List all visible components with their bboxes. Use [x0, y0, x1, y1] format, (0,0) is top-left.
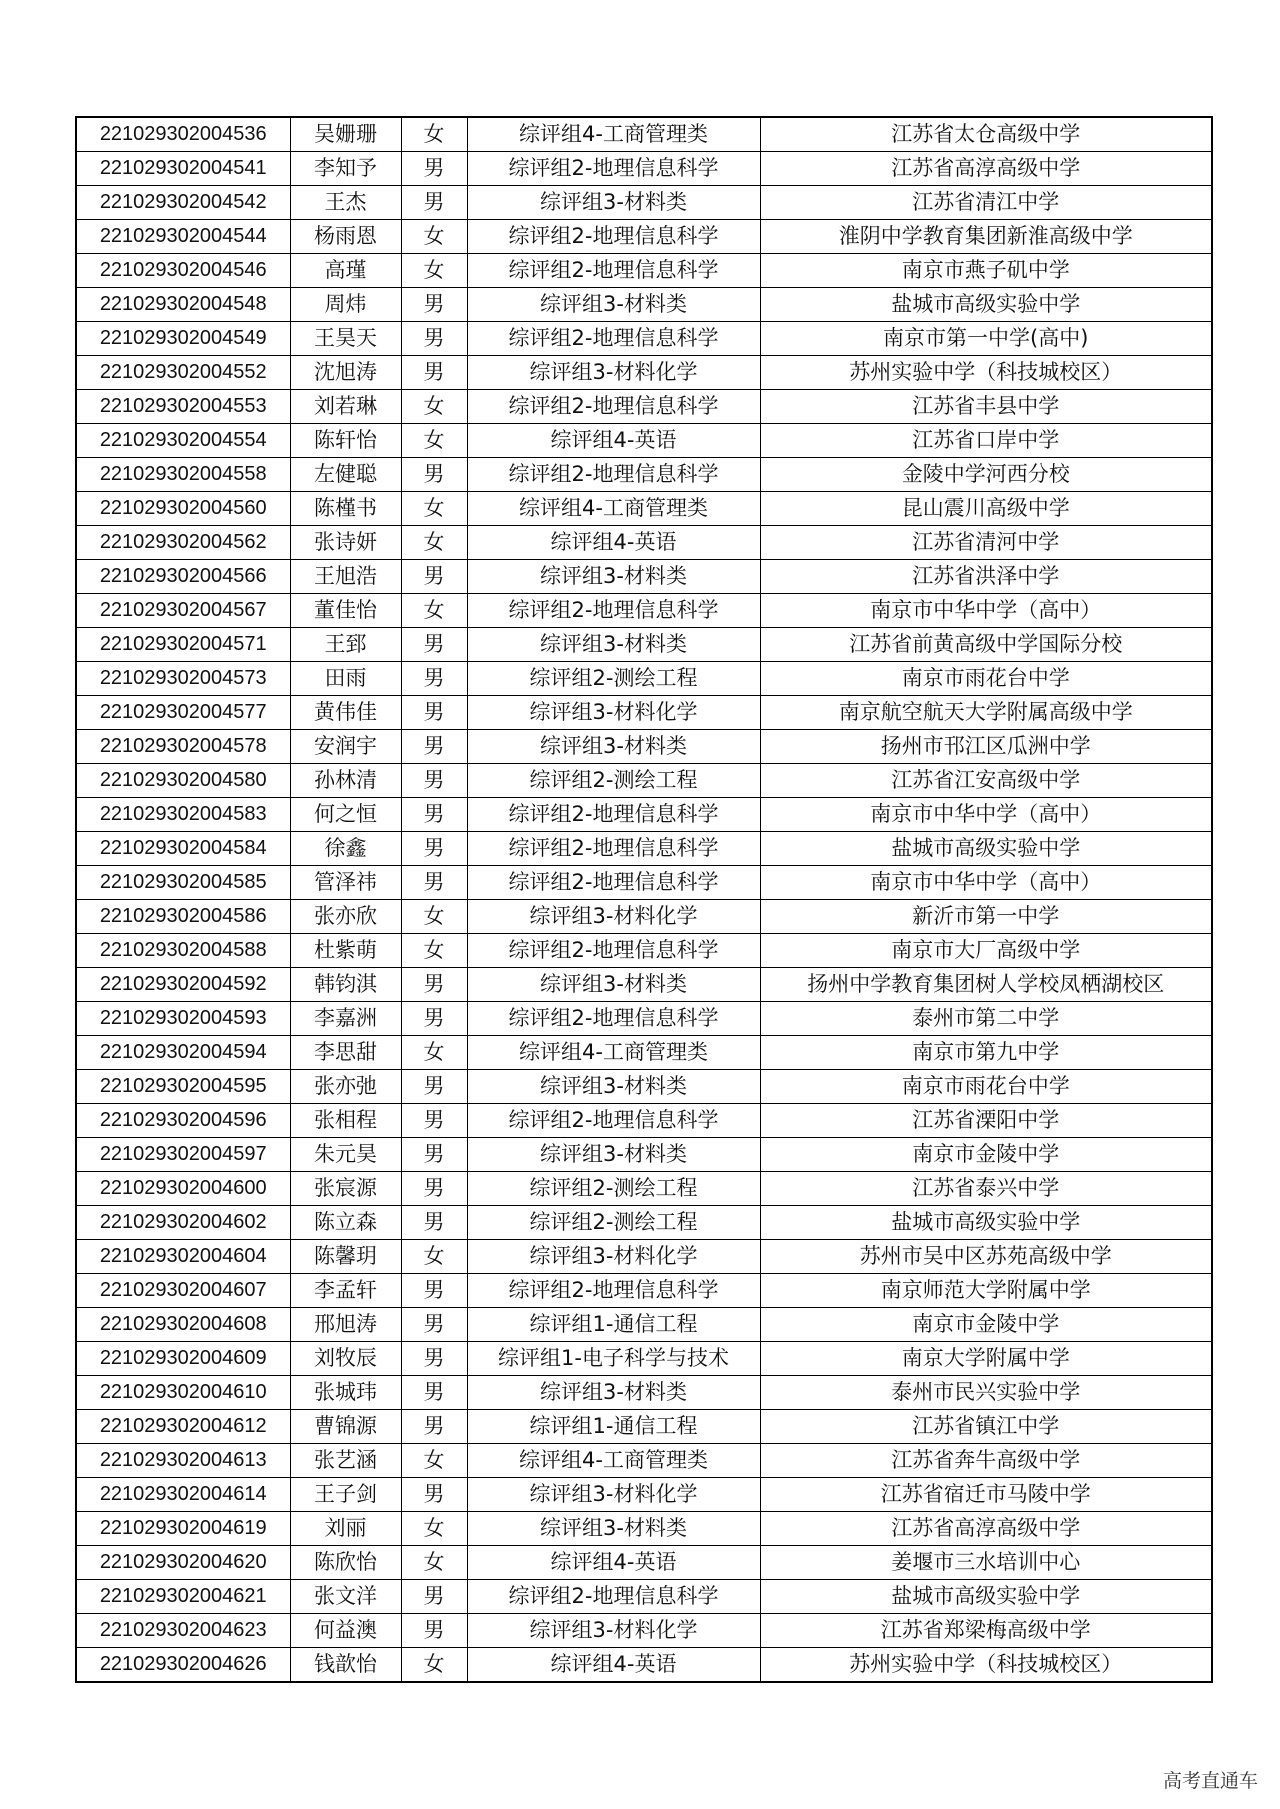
name-cell: 王杰 [290, 186, 401, 220]
table-row [76, 390, 1212, 424]
group-major-cell: 综评组2-地理信息科学 [467, 458, 760, 492]
gender-cell: 男 [401, 628, 467, 662]
candidate-id-cell: 221029302004585 [76, 866, 290, 900]
candidate-id-cell: 221029302004566 [76, 560, 290, 594]
candidate-id-cell: 221029302004573 [76, 662, 290, 696]
gender-cell: 男 [401, 1410, 467, 1444]
candidate-id-cell: 221029302004594 [76, 1036, 290, 1070]
table-row [76, 900, 1212, 934]
candidate-id-cell: 221029302004600 [76, 1172, 290, 1206]
table-row [76, 322, 1212, 356]
name-cell: 张艺涵 [290, 1444, 401, 1478]
name-cell: 陈馨玥 [290, 1240, 401, 1274]
school-cell: 江苏省高淳高级中学 [760, 1512, 1212, 1546]
gender-cell: 男 [401, 1104, 467, 1138]
gender-cell: 男 [401, 764, 467, 798]
candidate-id-cell: 221029302004578 [76, 730, 290, 764]
candidate-id-cell: 221029302004558 [76, 458, 290, 492]
gender-cell: 女 [401, 492, 467, 526]
gender-cell: 女 [401, 390, 467, 424]
table-row [76, 1444, 1212, 1478]
school-cell: 盐城市高级实验中学 [760, 288, 1212, 322]
candidate-id-cell: 221029302004602 [76, 1206, 290, 1240]
candidate-id-cell: 221029302004607 [76, 1274, 290, 1308]
school-cell: 南京市中华中学（高中） [760, 594, 1212, 628]
name-cell: 张相程 [290, 1104, 401, 1138]
school-cell: 淮阴中学教育集团新淮高级中学 [760, 220, 1212, 254]
name-cell: 陈槿书 [290, 492, 401, 526]
group-major-cell: 综评组2-地理信息科学 [467, 220, 760, 254]
school-cell: 南京市第一中学(高中) [760, 322, 1212, 356]
gender-cell: 女 [401, 1512, 467, 1546]
table-row [76, 798, 1212, 832]
school-cell: 泰州市民兴实验中学 [760, 1376, 1212, 1410]
group-major-cell: 综评组2-地理信息科学 [467, 1002, 760, 1036]
gender-cell: 男 [401, 560, 467, 594]
name-cell: 刘丽 [290, 1512, 401, 1546]
group-major-cell: 综评组4-英语 [467, 526, 760, 560]
gender-cell: 女 [401, 254, 467, 288]
name-cell: 曹锦源 [290, 1410, 401, 1444]
school-cell: 江苏省前黄高级中学国际分校 [760, 628, 1212, 662]
candidate-id-cell: 221029302004612 [76, 1410, 290, 1444]
candidate-id-cell: 221029302004592 [76, 968, 290, 1002]
group-major-cell: 综评组2-地理信息科学 [467, 798, 760, 832]
school-cell: 扬州市邗江区瓜洲中学 [760, 730, 1212, 764]
gender-cell: 男 [401, 458, 467, 492]
name-cell: 刘若琳 [290, 390, 401, 424]
candidate-id-cell: 221029302004626 [76, 1648, 290, 1683]
name-cell: 张宸源 [290, 1172, 401, 1206]
gender-cell: 女 [401, 117, 467, 152]
name-cell: 王郅 [290, 628, 401, 662]
gender-cell: 男 [401, 288, 467, 322]
table-row [76, 186, 1212, 220]
school-cell: 姜堰市三水培训中心 [760, 1546, 1212, 1580]
candidate-id-cell: 221029302004621 [76, 1580, 290, 1614]
gender-cell: 男 [401, 1138, 467, 1172]
gender-cell: 男 [401, 322, 467, 356]
name-cell: 王昊天 [290, 322, 401, 356]
table-row [76, 1410, 1212, 1444]
school-cell: 苏州市吴中区苏苑高级中学 [760, 1240, 1212, 1274]
gender-cell: 女 [401, 594, 467, 628]
school-cell: 苏州实验中学（科技城校区） [760, 1648, 1212, 1683]
gender-cell: 女 [401, 934, 467, 968]
gender-cell: 男 [401, 730, 467, 764]
group-major-cell: 综评组3-材料化学 [467, 696, 760, 730]
name-cell: 沈旭涛 [290, 356, 401, 390]
candidate-id-cell: 221029302004588 [76, 934, 290, 968]
school-cell: 南京市第九中学 [760, 1036, 1212, 1070]
candidate-id-cell: 221029302004571 [76, 628, 290, 662]
gender-cell: 女 [401, 526, 467, 560]
table-row [76, 356, 1212, 390]
table-body [76, 117, 1212, 1682]
group-major-cell: 综评组1-通信工程 [467, 1410, 760, 1444]
candidate-id-cell: 221029302004596 [76, 1104, 290, 1138]
group-major-cell: 综评组4-英语 [467, 1648, 760, 1683]
school-cell: 南京市燕子矶中学 [760, 254, 1212, 288]
group-major-cell: 综评组3-材料化学 [467, 1478, 760, 1512]
gender-cell: 男 [401, 1478, 467, 1512]
name-cell: 张诗妍 [290, 526, 401, 560]
group-major-cell: 综评组4-英语 [467, 1546, 760, 1580]
name-cell: 左健聪 [290, 458, 401, 492]
table-row [76, 1546, 1212, 1580]
table-row [76, 1138, 1212, 1172]
group-major-cell: 综评组1-通信工程 [467, 1308, 760, 1342]
table-row [76, 1172, 1212, 1206]
group-major-cell: 综评组3-材料类 [467, 1512, 760, 1546]
table-row [76, 764, 1212, 798]
school-cell: 江苏省奔牛高级中学 [760, 1444, 1212, 1478]
candidate-id-cell: 221029302004610 [76, 1376, 290, 1410]
group-major-cell: 综评组4-工商管理类 [467, 1036, 760, 1070]
group-major-cell: 综评组4-工商管理类 [467, 1444, 760, 1478]
group-major-cell: 综评组3-材料类 [467, 1138, 760, 1172]
table-row [76, 1580, 1212, 1614]
table-row [76, 560, 1212, 594]
gender-cell: 男 [401, 1002, 467, 1036]
name-cell: 高瑾 [290, 254, 401, 288]
school-cell: 江苏省丰县中学 [760, 390, 1212, 424]
name-cell: 陈立森 [290, 1206, 401, 1240]
gender-cell: 女 [401, 424, 467, 458]
table-row [76, 1240, 1212, 1274]
table-row [76, 492, 1212, 526]
group-major-cell: 综评组3-材料类 [467, 968, 760, 1002]
candidate-id-cell: 221029302004608 [76, 1308, 290, 1342]
table-row [76, 424, 1212, 458]
table-row [76, 117, 1212, 152]
table-row [76, 594, 1212, 628]
candidate-id-cell: 221029302004553 [76, 390, 290, 424]
group-major-cell: 综评组2-地理信息科学 [467, 934, 760, 968]
group-major-cell: 综评组2-地理信息科学 [467, 254, 760, 288]
table-row [76, 1104, 1212, 1138]
candidate-id-cell: 221029302004586 [76, 900, 290, 934]
group-major-cell: 综评组2-测绘工程 [467, 1172, 760, 1206]
school-cell: 扬州中学教育集团树人学校凤栖湖校区 [760, 968, 1212, 1002]
school-cell: 江苏省宿迁市马陵中学 [760, 1478, 1212, 1512]
group-major-cell: 综评组2-地理信息科学 [467, 1580, 760, 1614]
group-major-cell: 综评组2-地理信息科学 [467, 832, 760, 866]
table-row [76, 1308, 1212, 1342]
candidate-id-cell: 221029302004613 [76, 1444, 290, 1478]
gender-cell: 男 [401, 1274, 467, 1308]
name-cell: 杜紫萌 [290, 934, 401, 968]
table-row [76, 832, 1212, 866]
table-row [76, 1206, 1212, 1240]
group-major-cell: 综评组3-材料化学 [467, 900, 760, 934]
candidate-id-cell: 221029302004595 [76, 1070, 290, 1104]
name-cell: 张亦弛 [290, 1070, 401, 1104]
name-cell: 吴姗珊 [290, 117, 401, 152]
table-row [76, 1614, 1212, 1648]
gender-cell: 女 [401, 1444, 467, 1478]
school-cell: 江苏省清河中学 [760, 526, 1212, 560]
table-row [76, 1478, 1212, 1512]
table-row [76, 730, 1212, 764]
gender-cell: 女 [401, 1546, 467, 1580]
gender-cell: 女 [401, 1648, 467, 1683]
candidate-id-cell: 221029302004542 [76, 186, 290, 220]
name-cell: 安润宇 [290, 730, 401, 764]
candidate-table-container [75, 116, 1211, 1683]
group-major-cell: 综评组4-工商管理类 [467, 117, 760, 152]
school-cell: 江苏省溧阳中学 [760, 1104, 1212, 1138]
table-row [76, 968, 1212, 1002]
name-cell: 李思甜 [290, 1036, 401, 1070]
name-cell: 张城玮 [290, 1376, 401, 1410]
candidate-table [75, 116, 1213, 1683]
candidate-id-cell: 221029302004614 [76, 1478, 290, 1512]
table-row [76, 1512, 1212, 1546]
candidate-id-cell: 221029302004567 [76, 594, 290, 628]
name-cell: 杨雨恩 [290, 220, 401, 254]
group-major-cell: 综评组3-材料类 [467, 1376, 760, 1410]
gender-cell: 男 [401, 1580, 467, 1614]
candidate-id-cell: 221029302004552 [76, 356, 290, 390]
school-cell: 新沂市第一中学 [760, 900, 1212, 934]
name-cell: 钱歆怡 [290, 1648, 401, 1683]
name-cell: 黄伟佳 [290, 696, 401, 730]
school-cell: 江苏省泰兴中学 [760, 1172, 1212, 1206]
gender-cell: 女 [401, 220, 467, 254]
school-cell: 南京大学附属中学 [760, 1342, 1212, 1376]
table-row [76, 526, 1212, 560]
candidate-id-cell: 221029302004544 [76, 220, 290, 254]
school-cell: 南京市金陵中学 [760, 1308, 1212, 1342]
candidate-id-cell: 221029302004619 [76, 1512, 290, 1546]
candidate-id-cell: 221029302004597 [76, 1138, 290, 1172]
watermark-text: 高考直通车 [1162, 1770, 1258, 1792]
group-major-cell: 综评组3-材料化学 [467, 1240, 760, 1274]
group-major-cell: 综评组2-测绘工程 [467, 764, 760, 798]
group-major-cell: 综评组2-测绘工程 [467, 662, 760, 696]
candidate-id-cell: 221029302004583 [76, 798, 290, 832]
group-major-cell: 综评组4-工商管理类 [467, 492, 760, 526]
gender-cell: 男 [401, 866, 467, 900]
candidate-id-cell: 221029302004562 [76, 526, 290, 560]
candidate-id-cell: 221029302004554 [76, 424, 290, 458]
gender-cell: 男 [401, 152, 467, 186]
gender-cell: 女 [401, 900, 467, 934]
name-cell: 徐鑫 [290, 832, 401, 866]
name-cell: 李嘉洲 [290, 1002, 401, 1036]
group-major-cell: 综评组2-地理信息科学 [467, 594, 760, 628]
group-major-cell: 综评组3-材料类 [467, 628, 760, 662]
gender-cell: 男 [401, 1614, 467, 1648]
table-row [76, 288, 1212, 322]
candidate-id-cell: 221029302004546 [76, 254, 290, 288]
school-cell: 苏州实验中学（科技城校区） [760, 356, 1212, 390]
gender-cell: 男 [401, 1308, 467, 1342]
group-major-cell: 综评组3-材料类 [467, 1070, 760, 1104]
table-row [76, 1036, 1212, 1070]
name-cell: 张亦欣 [290, 900, 401, 934]
candidate-id-cell: 221029302004541 [76, 152, 290, 186]
candidate-id-cell: 221029302004560 [76, 492, 290, 526]
name-cell: 刘牧辰 [290, 1342, 401, 1376]
candidate-id-cell: 221029302004580 [76, 764, 290, 798]
table-row [76, 866, 1212, 900]
group-major-cell: 综评组2-地理信息科学 [467, 866, 760, 900]
school-cell: 南京师范大学附属中学 [760, 1274, 1212, 1308]
school-cell: 南京航空航天大学附属高级中学 [760, 696, 1212, 730]
school-cell: 盐城市高级实验中学 [760, 1206, 1212, 1240]
name-cell: 陈轩怡 [290, 424, 401, 458]
name-cell: 朱元昊 [290, 1138, 401, 1172]
name-cell: 何之恒 [290, 798, 401, 832]
table-row [76, 1274, 1212, 1308]
group-major-cell: 综评组3-材料类 [467, 186, 760, 220]
gender-cell: 男 [401, 968, 467, 1002]
name-cell: 管泽祎 [290, 866, 401, 900]
school-cell: 江苏省洪泽中学 [760, 560, 1212, 594]
name-cell: 孙林清 [290, 764, 401, 798]
candidate-id-cell: 221029302004623 [76, 1614, 290, 1648]
name-cell: 田雨 [290, 662, 401, 696]
school-cell: 金陵中学河西分校 [760, 458, 1212, 492]
gender-cell: 男 [401, 1070, 467, 1104]
name-cell: 王旭浩 [290, 560, 401, 594]
group-major-cell: 综评组2-地理信息科学 [467, 322, 760, 356]
name-cell: 王子剑 [290, 1478, 401, 1512]
table-row [76, 1070, 1212, 1104]
name-cell: 李知予 [290, 152, 401, 186]
table-row [76, 458, 1212, 492]
table-row [76, 220, 1212, 254]
school-cell: 南京市中华中学（高中） [760, 866, 1212, 900]
name-cell: 韩钧淇 [290, 968, 401, 1002]
school-cell: 江苏省郑梁梅高级中学 [760, 1614, 1212, 1648]
gender-cell: 女 [401, 1036, 467, 1070]
table-row [76, 934, 1212, 968]
candidate-id-cell: 221029302004549 [76, 322, 290, 356]
school-cell: 昆山震川高级中学 [760, 492, 1212, 526]
table-row [76, 254, 1212, 288]
group-major-cell: 综评组3-材料类 [467, 730, 760, 764]
gender-cell: 男 [401, 356, 467, 390]
school-cell: 江苏省高淳高级中学 [760, 152, 1212, 186]
school-cell: 南京市雨花台中学 [760, 662, 1212, 696]
school-cell: 泰州市第二中学 [760, 1002, 1212, 1036]
gender-cell: 男 [401, 662, 467, 696]
group-major-cell: 综评组3-材料化学 [467, 356, 760, 390]
gender-cell: 男 [401, 1206, 467, 1240]
table-row [76, 1648, 1212, 1683]
group-major-cell: 综评组3-材料类 [467, 560, 760, 594]
school-cell: 江苏省清江中学 [760, 186, 1212, 220]
candidate-id-cell: 221029302004536 [76, 117, 290, 152]
school-cell: 江苏省镇江中学 [760, 1410, 1212, 1444]
gender-cell: 男 [401, 832, 467, 866]
school-cell: 江苏省口岸中学 [760, 424, 1212, 458]
table-row [76, 152, 1212, 186]
candidate-id-cell: 221029302004604 [76, 1240, 290, 1274]
table-row [76, 1002, 1212, 1036]
name-cell: 周炜 [290, 288, 401, 322]
group-major-cell: 综评组3-材料类 [467, 288, 760, 322]
gender-cell: 女 [401, 1240, 467, 1274]
school-cell: 南京市金陵中学 [760, 1138, 1212, 1172]
name-cell: 李孟轩 [290, 1274, 401, 1308]
group-major-cell: 综评组2-地理信息科学 [467, 152, 760, 186]
gender-cell: 男 [401, 1376, 467, 1410]
gender-cell: 男 [401, 1342, 467, 1376]
name-cell: 董佳怡 [290, 594, 401, 628]
candidate-id-cell: 221029302004577 [76, 696, 290, 730]
group-major-cell: 综评组3-材料化学 [467, 1614, 760, 1648]
table-row [76, 628, 1212, 662]
gender-cell: 男 [401, 186, 467, 220]
candidate-id-cell: 221029302004548 [76, 288, 290, 322]
candidate-id-cell: 221029302004593 [76, 1002, 290, 1036]
school-cell: 南京市雨花台中学 [760, 1070, 1212, 1104]
group-major-cell: 综评组2-地理信息科学 [467, 1104, 760, 1138]
gender-cell: 男 [401, 798, 467, 832]
table-row [76, 662, 1212, 696]
group-major-cell: 综评组2-地理信息科学 [467, 1274, 760, 1308]
group-major-cell: 综评组1-电子科学与技术 [467, 1342, 760, 1376]
name-cell: 邢旭涛 [290, 1308, 401, 1342]
table-row [76, 1342, 1212, 1376]
gender-cell: 男 [401, 1172, 467, 1206]
candidate-id-cell: 221029302004609 [76, 1342, 290, 1376]
school-cell: 盐城市高级实验中学 [760, 1580, 1212, 1614]
table-row [76, 1376, 1212, 1410]
school-cell: 盐城市高级实验中学 [760, 832, 1212, 866]
candidate-id-cell: 221029302004584 [76, 832, 290, 866]
candidate-id-cell: 221029302004620 [76, 1546, 290, 1580]
name-cell: 何益澳 [290, 1614, 401, 1648]
table-row [76, 696, 1212, 730]
school-cell: 南京市大厂高级中学 [760, 934, 1212, 968]
name-cell: 张文洋 [290, 1580, 401, 1614]
school-cell: 南京市中华中学（高中） [760, 798, 1212, 832]
name-cell: 陈欣怡 [290, 1546, 401, 1580]
gender-cell: 男 [401, 696, 467, 730]
school-cell: 江苏省太仓高级中学 [760, 117, 1212, 152]
group-major-cell: 综评组2-测绘工程 [467, 1206, 760, 1240]
group-major-cell: 综评组2-地理信息科学 [467, 390, 760, 424]
school-cell: 江苏省江安高级中学 [760, 764, 1212, 798]
group-major-cell: 综评组4-英语 [467, 424, 760, 458]
